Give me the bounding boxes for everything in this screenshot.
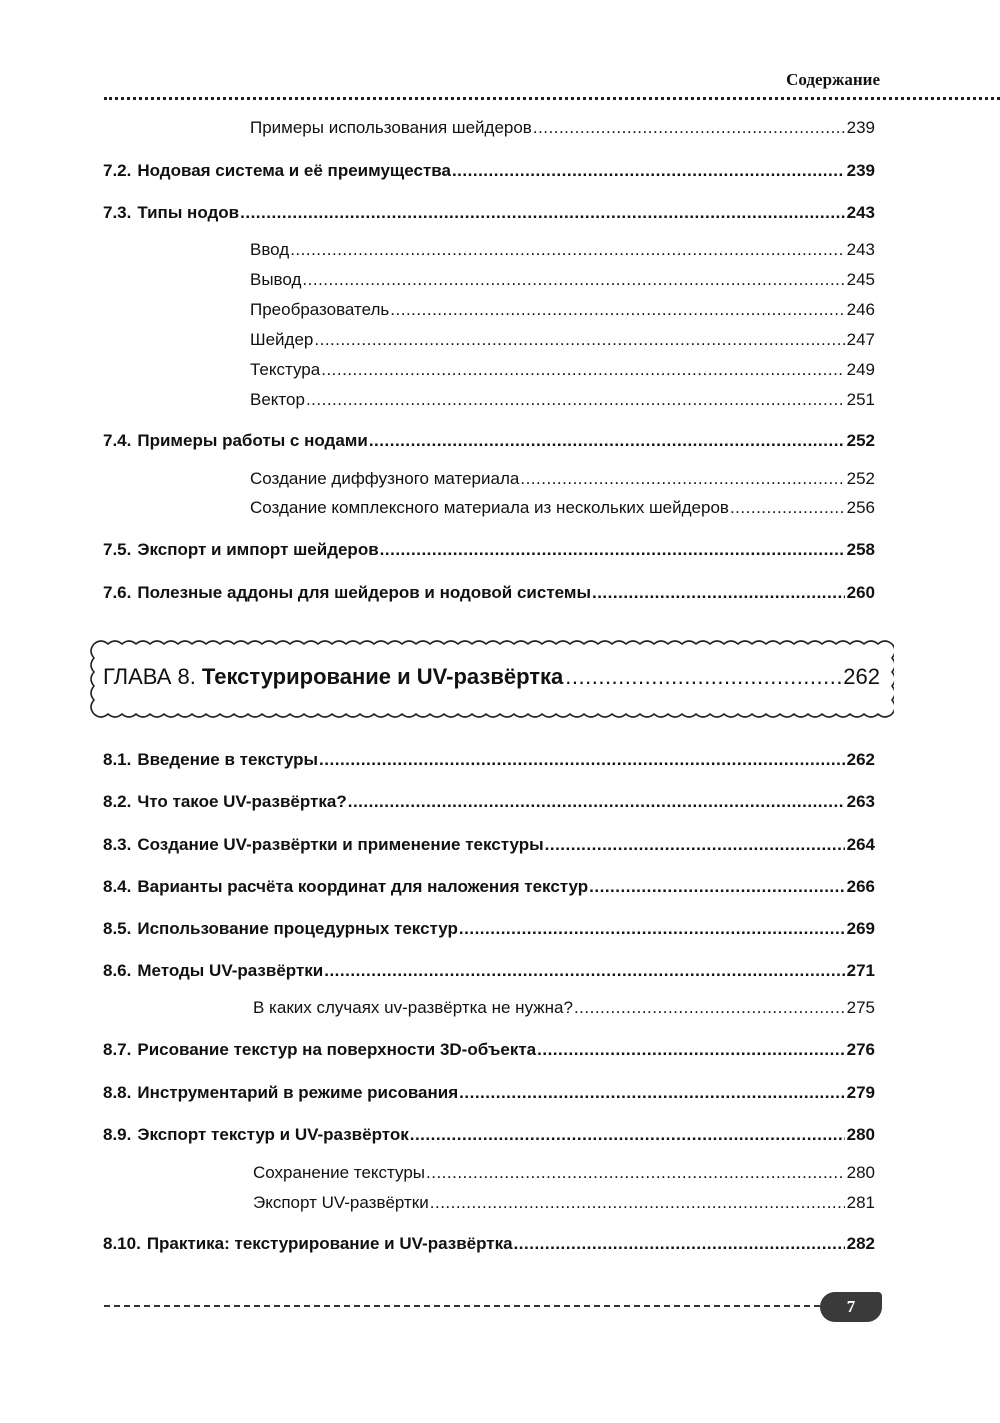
dot-leader xyxy=(390,300,844,320)
running-head-title: Содержание xyxy=(786,70,880,89)
toc-entry-number: 8.9. xyxy=(103,1125,132,1144)
dot-leader xyxy=(369,431,845,451)
dot-leader xyxy=(589,877,844,897)
toc-entry[interactable] xyxy=(103,1125,875,1151)
dot-leader xyxy=(452,161,845,181)
toc-entry[interactable] xyxy=(103,1083,875,1109)
toc-entry-page: 245 xyxy=(846,270,875,289)
toc-entry-title: Ввод xyxy=(250,240,290,259)
toc-entry-page: 264 xyxy=(846,835,875,854)
toc-entry-number: 8.7. xyxy=(103,1040,132,1059)
toc-entry-page: 252 xyxy=(846,431,875,450)
toc-entry-page: 239 xyxy=(846,161,875,180)
toc-entry-title: Варианты расчёта координат для наложения текстур xyxy=(137,877,589,896)
toc-entry[interactable] xyxy=(250,240,875,266)
dot-leader xyxy=(533,118,845,138)
toc-entry-page: 239 xyxy=(846,118,875,137)
toc-entry-title: Шейдер xyxy=(250,330,314,349)
toc-entry-number: 7.6. xyxy=(103,583,132,602)
dot-leader xyxy=(459,1083,844,1103)
toc-entry-page: 256 xyxy=(846,498,875,517)
dot-leader xyxy=(302,270,844,290)
dot-leader xyxy=(319,750,845,770)
toc-entry-page: 280 xyxy=(846,1125,875,1144)
bottom-dashed-rule xyxy=(104,1305,820,1307)
toc-entry[interactable] xyxy=(250,330,875,356)
toc-entry-title: Создание диффузного материала xyxy=(250,469,520,488)
toc-entry-page: 282 xyxy=(846,1234,875,1253)
toc-chapter-entry[interactable] xyxy=(103,664,880,694)
toc-entry-page: 258 xyxy=(846,540,875,559)
dot-leader xyxy=(545,835,845,855)
toc-entry[interactable] xyxy=(253,1163,875,1189)
toc-entry[interactable] xyxy=(103,203,875,229)
toc-entry-title: Методы UV-развёртки xyxy=(137,961,324,980)
toc-entry[interactable] xyxy=(250,469,875,495)
toc-entry-number: 7.2. xyxy=(103,161,132,180)
toc-entry[interactable] xyxy=(103,1234,875,1260)
toc-entry-title: Текстура xyxy=(250,360,321,379)
toc-entry-title: Вывод xyxy=(250,270,302,289)
toc-entry[interactable] xyxy=(250,118,875,144)
dot-leader xyxy=(574,998,845,1018)
toc-entry[interactable] xyxy=(103,540,875,566)
toc-entry[interactable] xyxy=(103,877,875,903)
toc-entry-title: Преобразователь xyxy=(250,300,390,319)
toc-entry-title: Полезные аддоны для шейдеров и нодовой системы xyxy=(137,583,591,602)
toc-entry-title: Экспорт и импорт шейдеров xyxy=(137,540,379,559)
dot-leader xyxy=(520,469,844,489)
toc-entry[interactable] xyxy=(253,998,875,1024)
toc-entry-page: 243 xyxy=(846,240,875,259)
page-number-badge: 7 xyxy=(820,1292,882,1322)
toc-entry[interactable] xyxy=(103,431,875,457)
toc-entry[interactable] xyxy=(250,498,875,524)
toc-entry-page: 260 xyxy=(846,583,875,602)
toc-entry-number: 8.10. xyxy=(103,1234,141,1253)
toc-entry-page: 275 xyxy=(846,998,875,1017)
toc-entry-title: Примеры работы с нодами xyxy=(137,431,368,450)
toc-entry-title: Практика: текстурирование и UV-развёртка xyxy=(146,1234,513,1253)
toc-entry-title: Инструментарий в режиме рисования xyxy=(137,1083,459,1102)
toc-entry-page: 246 xyxy=(846,300,875,319)
chapter-title: Текстурирование и UV-развёртка xyxy=(201,664,564,689)
toc-entry-number: 8.5. xyxy=(103,919,132,938)
toc-entry-title: Создание UV-развёртки и применение текстуры xyxy=(137,835,544,854)
dot-leader xyxy=(430,1193,845,1213)
dot-leader xyxy=(592,583,845,603)
toc-entry-title: Сохранение текстуры xyxy=(253,1163,425,1182)
toc-entry-number: 8.6. xyxy=(103,961,132,980)
toc-entry-number: 8.1. xyxy=(103,750,132,769)
toc-entry-title: Нодовая система и её преимущества xyxy=(137,161,451,180)
toc-entry-title: Экспорт текстур и UV-развёрток xyxy=(137,1125,409,1144)
toc-entry-page: 249 xyxy=(846,360,875,379)
toc-entry-number: 8.2. xyxy=(103,792,132,811)
toc-entry-page: 276 xyxy=(846,1040,875,1059)
toc-entry[interactable] xyxy=(250,360,875,386)
dot-leader xyxy=(324,961,844,981)
toc-entry-page: 243 xyxy=(846,203,875,222)
dot-leader xyxy=(426,1163,845,1183)
toc-entry-page: 247 xyxy=(846,330,875,349)
chapter-page: 262 xyxy=(843,664,880,689)
toc-entry-number: 7.5. xyxy=(103,540,132,559)
dot-leader xyxy=(514,1234,845,1254)
toc-entry-page: 271 xyxy=(846,961,875,980)
dot-leader xyxy=(321,360,844,380)
toc-entry-title: Рисование текстур на поверхности 3D-объекта xyxy=(137,1040,537,1059)
toc-entry-page: 251 xyxy=(846,390,875,409)
toc-entry-number: 8.3. xyxy=(103,835,132,854)
toc-entry-page: 281 xyxy=(846,1193,875,1212)
dot-leader xyxy=(380,540,845,560)
toc-entry-title: Типы нодов xyxy=(137,203,240,222)
dot-leader xyxy=(348,792,845,812)
dot-leader xyxy=(290,240,844,260)
toc-entry[interactable] xyxy=(103,961,875,987)
toc-entry[interactable] xyxy=(103,919,875,945)
toc-entry[interactable] xyxy=(250,300,875,326)
dot-leader xyxy=(314,330,844,350)
toc-entry-page: 263 xyxy=(846,792,875,811)
toc-entry-title: Экспорт UV-развёртки xyxy=(253,1193,429,1212)
toc-entry[interactable] xyxy=(103,583,875,609)
toc-entry-number: 8.4. xyxy=(103,877,132,896)
dot-leader xyxy=(537,1040,844,1060)
toc-entry[interactable] xyxy=(103,161,875,187)
toc-entry[interactable] xyxy=(250,270,875,296)
dot-leader xyxy=(730,498,845,518)
toc-entry-page: 262 xyxy=(846,750,875,769)
toc-entry-title: Создание комплексного материала из нескольких шейдеров xyxy=(250,498,729,517)
toc-entry-title: Введение в текстуры xyxy=(137,750,319,769)
toc-entry-page: 280 xyxy=(846,1163,875,1182)
toc-entry-page: 279 xyxy=(846,1083,875,1102)
toc-entry-title: Примеры использования шейдеров xyxy=(250,118,532,137)
dot-leader xyxy=(306,390,845,410)
toc-entry[interactable] xyxy=(253,1193,875,1219)
toc-entry[interactable] xyxy=(103,835,875,861)
toc-entry-title: Использование процедурных текстур xyxy=(137,919,458,938)
toc-entry-title: Вектор xyxy=(250,390,305,409)
toc-entry-number: 8.8. xyxy=(103,1083,132,1102)
chapter-label: ГЛАВА 8. xyxy=(103,664,196,689)
dot-leader xyxy=(459,919,845,939)
dot-leader xyxy=(240,203,845,223)
toc-entry[interactable] xyxy=(250,390,875,416)
toc-entry-number: 7.3. xyxy=(103,203,132,222)
toc-entry[interactable] xyxy=(103,792,875,818)
toc-entry-page: 266 xyxy=(846,877,875,896)
toc-entry[interactable] xyxy=(103,750,875,776)
toc-entry-title: Что такое UV-развёртка? xyxy=(137,792,347,811)
toc-entry-page: 269 xyxy=(846,919,875,938)
toc-entry-page: 252 xyxy=(846,469,875,488)
toc-entry-number: 7.4. xyxy=(103,431,132,450)
toc-entry-title: В каких случаях uv-развёртка не нужна? xyxy=(253,998,573,1017)
dot-leader xyxy=(565,664,841,690)
dot-leader xyxy=(410,1125,845,1145)
toc-entry[interactable] xyxy=(103,1040,875,1066)
